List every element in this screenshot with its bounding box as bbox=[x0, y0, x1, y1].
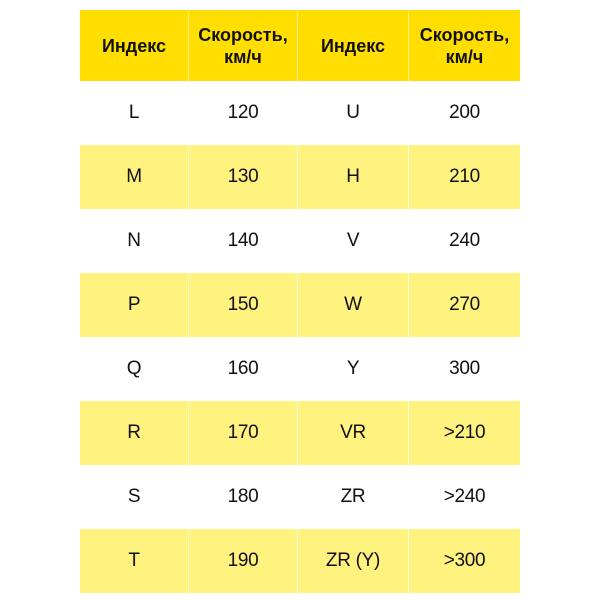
index-cell: W bbox=[298, 273, 409, 337]
speed-cell: 200 bbox=[409, 81, 520, 145]
index-cell: S bbox=[80, 465, 189, 529]
index-cell: VR bbox=[298, 401, 409, 465]
speed-cell: 240 bbox=[409, 209, 520, 273]
index-cell: M bbox=[80, 145, 189, 209]
speed-cell: 190 bbox=[189, 529, 298, 593]
index-cell: ZR (Y) bbox=[298, 529, 409, 593]
index-cell: U bbox=[298, 81, 409, 145]
header-index-1: Индекс bbox=[80, 10, 189, 81]
table-row bbox=[80, 529, 520, 593]
index-cell: P bbox=[80, 273, 189, 337]
speed-cell: 120 bbox=[189, 81, 298, 145]
index-cell: Q bbox=[80, 337, 189, 401]
index-cell: R bbox=[80, 401, 189, 465]
speed-cell: 130 bbox=[189, 145, 298, 209]
table-row bbox=[80, 273, 520, 337]
speed-cell: 150 bbox=[189, 273, 298, 337]
speed-cell: 170 bbox=[189, 401, 298, 465]
speed-cell: 180 bbox=[189, 465, 298, 529]
speed-cell: 300 bbox=[409, 337, 520, 401]
speed-cell: 140 bbox=[189, 209, 298, 273]
index-cell: Y bbox=[298, 337, 409, 401]
table-row bbox=[80, 465, 520, 529]
speed-cell: 210 bbox=[409, 145, 520, 209]
table-body bbox=[80, 81, 520, 593]
header-speed-2: Скорость, км/ч bbox=[409, 10, 520, 81]
speed-cell: >210 bbox=[409, 401, 520, 465]
speed-cell: >240 bbox=[409, 465, 520, 529]
index-cell: N bbox=[80, 209, 189, 273]
index-cell: L bbox=[80, 81, 189, 145]
speed-cell: 270 bbox=[409, 273, 520, 337]
index-cell: ZR bbox=[298, 465, 409, 529]
table-row bbox=[80, 145, 520, 209]
table-row bbox=[80, 401, 520, 465]
speed-cell: >300 bbox=[409, 529, 520, 593]
header-index-2: Индекс bbox=[298, 10, 409, 81]
table-row bbox=[80, 209, 520, 273]
index-cell: H bbox=[298, 145, 409, 209]
table-row bbox=[80, 81, 520, 145]
index-cell: V bbox=[298, 209, 409, 273]
table-row bbox=[80, 337, 520, 401]
speed-index-table bbox=[80, 10, 520, 593]
header-row bbox=[80, 10, 520, 81]
index-cell: T bbox=[80, 529, 189, 593]
speed-cell: 160 bbox=[189, 337, 298, 401]
header-speed-1: Скорость, км/ч bbox=[189, 10, 298, 81]
table-header bbox=[80, 10, 520, 81]
